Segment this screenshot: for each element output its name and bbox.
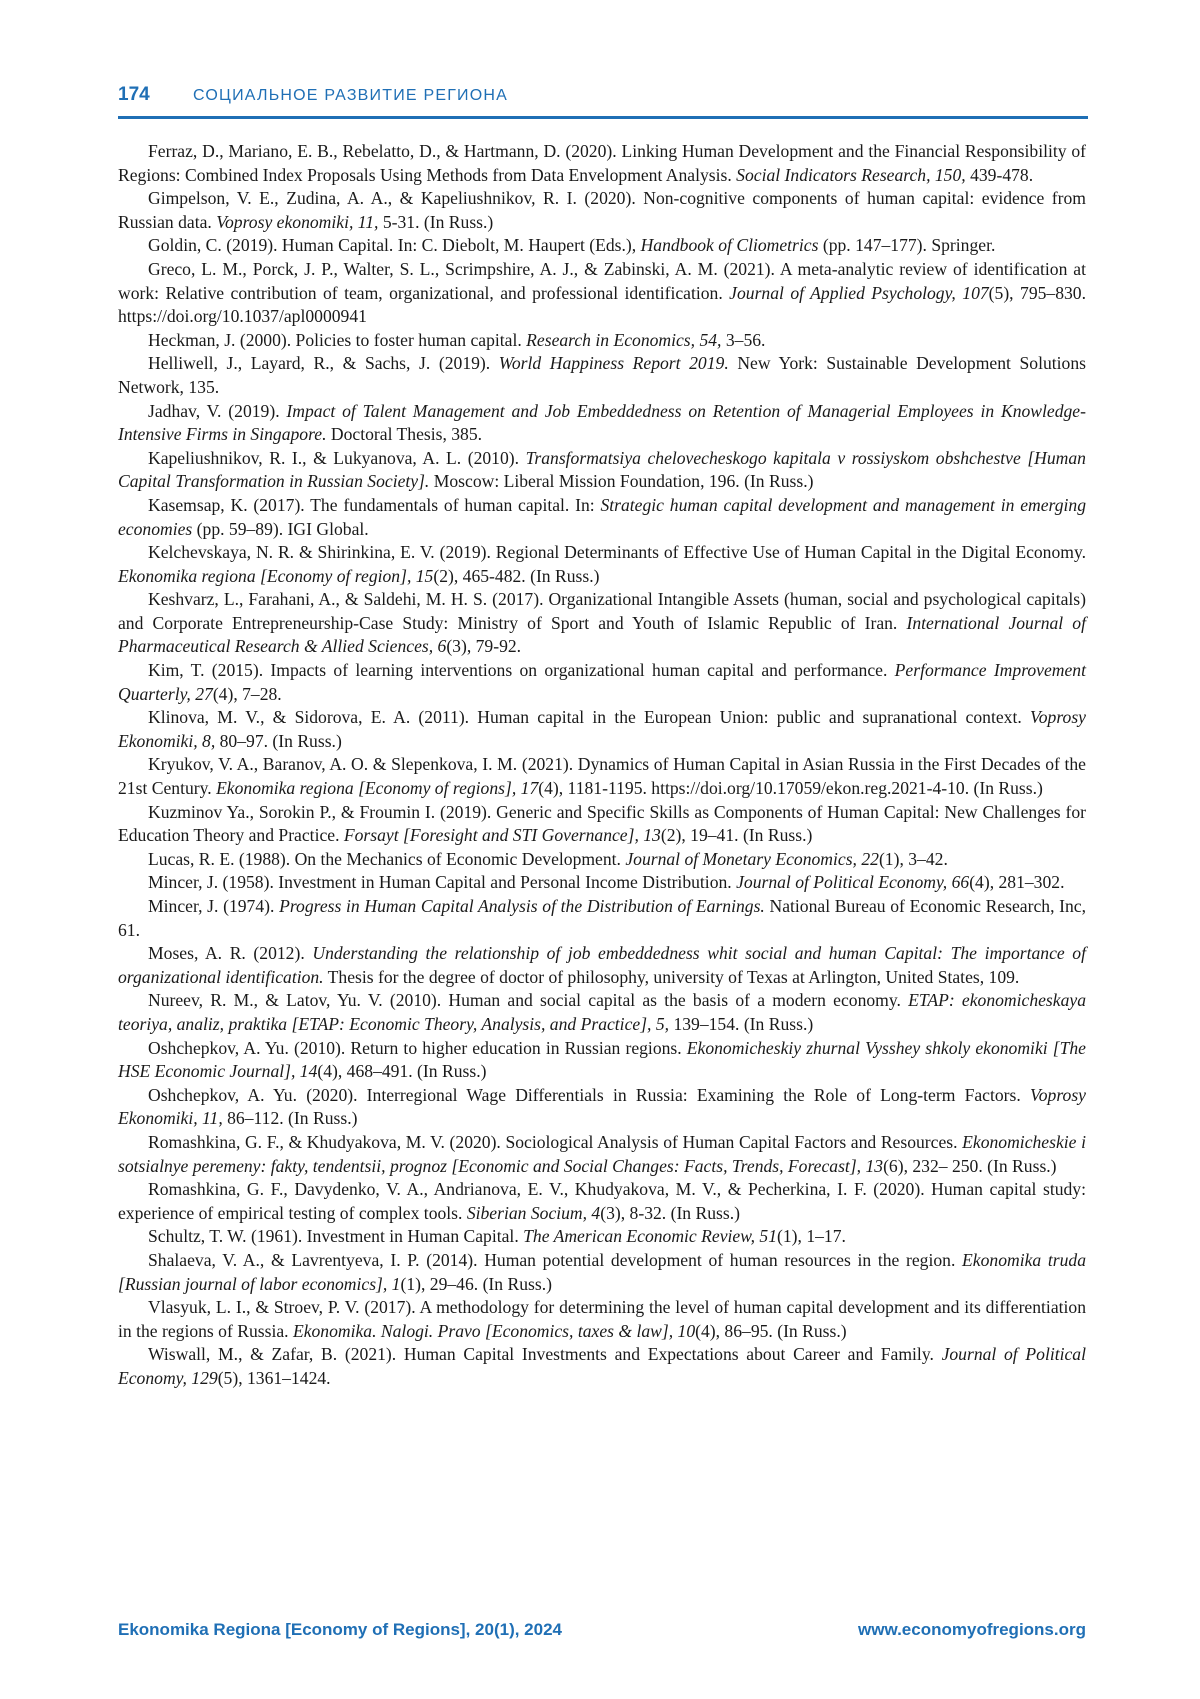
page-footer (118, 1620, 1086, 1646)
reference-entry (118, 329, 1086, 353)
reference-text: Mincer, J. (1958). Investment in Human Capital and Personal Income Distribution. (148, 872, 736, 892)
reference-entry (118, 234, 1086, 258)
reference-details: (4), 281–302. (969, 872, 1064, 892)
reference-details: (1), 29–46. (In Russ.) (400, 1274, 552, 1294)
reference-source-italic: Ekonomika. Nalogi. Pravo [Economics, taxes & law], 10 (293, 1321, 695, 1341)
reference-text: Moses, A. R. (2012). (148, 943, 312, 963)
reference-details: Moscow: Liberal Mission Foundation, 196. (In Russ.) (429, 471, 813, 491)
reference-details: Thesis for the degree of doctor of philosophy, university of Texas at Arlington, United States, 109. (324, 967, 1020, 987)
reference-entry (118, 541, 1086, 588)
reference-text: Heckman, J. (2000). Policies to foster human capital. (148, 330, 526, 350)
reference-details: 80–97. (In Russ.) (215, 731, 342, 751)
reference-text: Romashkina, G. F., Davydenko, V. A., Andrianova, E. V., Khudyakova, M. V., & Pecherkina, I. F. (2020). Human capital study: experience of empirical testing of complex tools. (118, 1179, 1086, 1223)
reference-entry (118, 942, 1086, 989)
reference-entry (118, 1084, 1086, 1131)
footer-journal-citation: Ekonomika Regiona [Economy of Regions], 20(1), 2024 (118, 1620, 562, 1640)
reference-details: (6), 232– 250. (In Russ.) (883, 1156, 1056, 1176)
reference-entry (118, 753, 1086, 800)
reference-text: Schultz, T. W. (1961). Investment in Human Capital. (148, 1226, 523, 1246)
reference-entry (118, 895, 1086, 942)
reference-source-italic: International Journal of Pharmaceutical Research & Allied Sciences, 6 (118, 613, 1086, 657)
reference-text: Jadhav, V. (2019). (148, 401, 286, 421)
reference-source-italic: Journal of Monetary Economics, 22 (625, 849, 879, 869)
reference-source-italic: Voprosy Ekonomiki, 8, (118, 707, 1086, 751)
reference-details: 86–112. (In Russ.) (223, 1108, 358, 1128)
reference-text: Lucas, R. E. (1988). On the Mechanics of Economic Development. (148, 849, 625, 869)
reference-entry (118, 494, 1086, 541)
reference-details: (2), 19–41. (In Russ.) (661, 825, 813, 845)
reference-text: Kuzminov Ya., Sorokin P., & Froumin I. (2019). Generic and Specific Skills as Components of Human Capital: New Challenges for Education Theory and Practice. (118, 802, 1086, 846)
reference-details: 139–154. (In Russ.) (669, 1014, 813, 1034)
reference-source-italic: Performance Improvement Quarterly, 27 (118, 660, 1086, 704)
reference-source-italic: Social Indicators Research, 150, (736, 165, 966, 185)
reference-details: (4), 7–28. (213, 684, 282, 704)
reference-source-italic: Ekonomika regiona [Economy of regions], 17 (216, 778, 538, 798)
reference-details: 439-478. (966, 165, 1033, 185)
reference-details: 3–56. (721, 330, 765, 350)
reference-entry (118, 400, 1086, 447)
reference-text: Kapeliushnikov, R. I., & Lukyanova, A. L. (2010). (148, 448, 526, 468)
reference-text: Vlasyuk, L. I., & Stroev, P. V. (2017). A methodology for determining the level of human capital development and its differentiation in the regions of Russia. (118, 1297, 1086, 1341)
reference-text: Kryukov, V. A., Baranov, A. O. & Slepenkova, I. M. (2021). Dynamics of Human Capital in Asian Russia in the First Decades of the 21st Century. (118, 754, 1086, 798)
reference-source-italic: Forsayt [Foresight and STI Governance], 13 (344, 825, 661, 845)
reference-text: Oshchepkov, A. Yu. (2010). Return to higher education in Russian regions. (148, 1038, 687, 1058)
reference-entry (118, 187, 1086, 234)
page-header (118, 84, 1088, 120)
reference-details: (4), 468–491. (In Russ.) (317, 1061, 486, 1081)
reference-details: (4), 1181-1195. https://doi.org/10.17059/ekon.reg.2021-4-10. (In Russ.) (538, 778, 1043, 798)
reference-entry (118, 801, 1086, 848)
reference-entry (118, 352, 1086, 399)
reference-source-italic: Impact of Talent Management and Job Embeddedness on Retention of Managerial Employees in Knowledge-Intensive Firms in Singapore. (118, 401, 1086, 445)
reference-text: Oshchepkov, A. Yu. (2020). Interregional Wage Differentials in Russia: Examining the Role of Long-term Factors. (148, 1085, 1030, 1105)
reference-entry (118, 1343, 1086, 1390)
reference-details: (1), 3–42. (879, 849, 948, 869)
reference-source-italic: Transformatsiya chelovecheskogo kapitala v rossiyskom obshchestve [Human Capital Transformation in Russian Society]. (118, 448, 1086, 492)
footer-website-link[interactable]: www.economyofregions.org (858, 1620, 1086, 1640)
reference-details: (3), 79-92. (446, 636, 521, 656)
reference-source-italic: Ekonomicheskie i sotsialnye peremeny: fakty, tendentsii, prognoz [Economic and Social Changes: Facts, Trends, Forecast], 13 (118, 1132, 1086, 1176)
reference-source-italic: Strategic human capital development and management in emerging economies (118, 495, 1086, 539)
reference-source-italic: Progress in Human Capital Analysis of the Distribution of Earnings. (279, 896, 765, 916)
reference-text: Nureev, R. M., & Latov, Yu. V. (2010). Human and social capital as the basis of a modern economy. (148, 990, 908, 1010)
reference-details: (1), 1–17. (777, 1226, 846, 1246)
reference-entry (118, 989, 1086, 1036)
reference-text: Kasemsap, K. (2017). The fundamentals of human capital. In: (148, 495, 600, 515)
reference-source-italic: Voprosy ekonomiki, 11, (216, 212, 378, 232)
reference-entry (118, 140, 1086, 187)
reference-details: National Bureau of Economic Research, Inc, 61. (118, 896, 1086, 940)
reference-entry (118, 588, 1086, 659)
reference-details: (4), 86–95. (In Russ.) (695, 1321, 847, 1341)
reference-details: New York: Sustainable Development Solutions Network, 135. (118, 353, 1086, 397)
reference-entry (118, 1131, 1086, 1178)
reference-source-italic: Ekonomicheskiy zhurnal Vysshey shkoly ekonomiki [The HSE Economic Journal], 14 (118, 1038, 1086, 1082)
journal-section-title: СОЦИАЛЬНОЕ РАЗВИТИЕ РЕГИОНА (193, 87, 508, 105)
reference-text: Ferraz, D., Mariano, E. B., Rebelatto, D., & Hartmann, D. (2020). Linking Human Development and the Financial Responsibility of Regions: Combined Index Proposals Using Methods from Data Envelopment Analysis. (118, 141, 1086, 185)
reference-entry (118, 1037, 1086, 1084)
reference-text: Goldin, C. (2019). Human Capital. In: C. Diebolt, M. Haupert (Eds.), (148, 235, 641, 255)
reference-details: (3), 8-32. (In Russ.) (600, 1203, 740, 1223)
reference-text: Shalaeva, V. A., & Lavrentyeva, I. P. (2014). Human potential development of human resources in the region. (148, 1250, 962, 1270)
reference-text: Gimpelson, V. E., Zudina, A. A., & Kapeliushnikov, R. I. (2020). Non-cognitive components of human capital: evidence from Russian data. (118, 188, 1086, 232)
reference-text: Wiswall, M., & Zafar, B. (2021). Human Capital Investments and Expectations about Career and Family. (148, 1344, 942, 1364)
reference-source-italic: Ekonomika regiona [Economy of region], 15 (118, 566, 433, 586)
reference-entry (118, 871, 1086, 895)
reference-details: (pp. 59–89). IGI Global. (192, 519, 368, 539)
reference-entry (118, 1296, 1086, 1343)
reference-entry (118, 706, 1086, 753)
reference-text: Kim, T. (2015). Impacts of learning interventions on organizational human capital and performance. (148, 660, 895, 680)
reference-text: Helliwell, J., Layard, R., & Sachs, J. (2019). (148, 353, 499, 373)
page-number: 174 (118, 84, 150, 106)
reference-details: (5), 795–830. https://doi.org/10.1037/apl0000941 (118, 283, 1086, 327)
reference-text: Romashkina, G. F., & Khudyakova, M. V. (2020). Sociological Analysis of Human Capital Factors and Resources. (148, 1132, 962, 1152)
reference-source-italic: Understanding the relationship of job embeddedness whit social and human Capital: The importance of organizational identification. (118, 943, 1086, 987)
reference-entry (118, 258, 1086, 329)
header-divider (118, 116, 1088, 119)
reference-entry (118, 447, 1086, 494)
reference-list (118, 140, 1086, 1390)
reference-details: Doctoral Thesis, 385. (327, 424, 483, 444)
reference-source-italic: Voprosy Ekonomiki, 11, (118, 1085, 1086, 1129)
reference-entry (118, 1178, 1086, 1225)
reference-source-italic: World Happiness Report 2019. (499, 353, 729, 373)
reference-source-italic: Research in Economics, 54, (526, 330, 721, 350)
reference-text: Mincer, J. (1974). (148, 896, 279, 916)
reference-source-italic: Journal of Political Economy, 129 (118, 1344, 1086, 1388)
reference-source-italic: ETAP: ekonomicheskaya teoriya, analiz, praktika [ETAP: Economic Theory, Analysis, and Practice], 5, (118, 990, 1086, 1034)
reference-source-italic: Siberian Socium, 4 (467, 1203, 600, 1223)
reference-details: 5-31. (In Russ.) (378, 212, 493, 232)
reference-details: (pp. 147–177). Springer. (818, 235, 995, 255)
reference-source-italic: The American Economic Review, 51 (523, 1226, 777, 1246)
reference-details: (5), 1361–1424. (218, 1368, 331, 1388)
reference-text: Kelchevskaya, N. R. & Shirinkina, E. V. (2019). Regional Determinants of Effective Use of Human Capital in the Digital Economy. (148, 542, 1086, 562)
reference-source-italic: Handbook of Cliometrics (641, 235, 819, 255)
reference-text: Keshvarz, L., Farahani, A., & Saldehi, M. H. S. (2017). Organizational Intangible Assets (human, social and psychological capitals) and Corporate Entrepreneurship-Case Study: Ministry of Sport and Youth of Islamic Republic of Iran. (118, 589, 1086, 633)
reference-text: Greco, L. M., Porck, J. P., Walter, S. L., Scrimpshire, A. J., & Zabinski, A. M. (2021). A meta-analytic review of identification at work: Relative contribution of team, organizational, and professional identification. (118, 259, 1086, 303)
reference-details: (2), 465-482. (In Russ.) (433, 566, 599, 586)
reference-entry (118, 1249, 1086, 1296)
reference-entry (118, 659, 1086, 706)
reference-source-italic: Journal of Applied Psychology, 107 (729, 283, 989, 303)
reference-source-italic: Ekonomika truda [Russian journal of labor economics], 1 (118, 1250, 1086, 1294)
reference-source-italic: Journal of Political Economy, 66 (736, 872, 969, 892)
reference-text: Klinova, M. V., & Sidorova, E. A. (2011). Human capital in the European Union: public and supranational context. (148, 707, 1030, 727)
reference-entry (118, 1225, 1086, 1249)
reference-entry (118, 848, 1086, 872)
